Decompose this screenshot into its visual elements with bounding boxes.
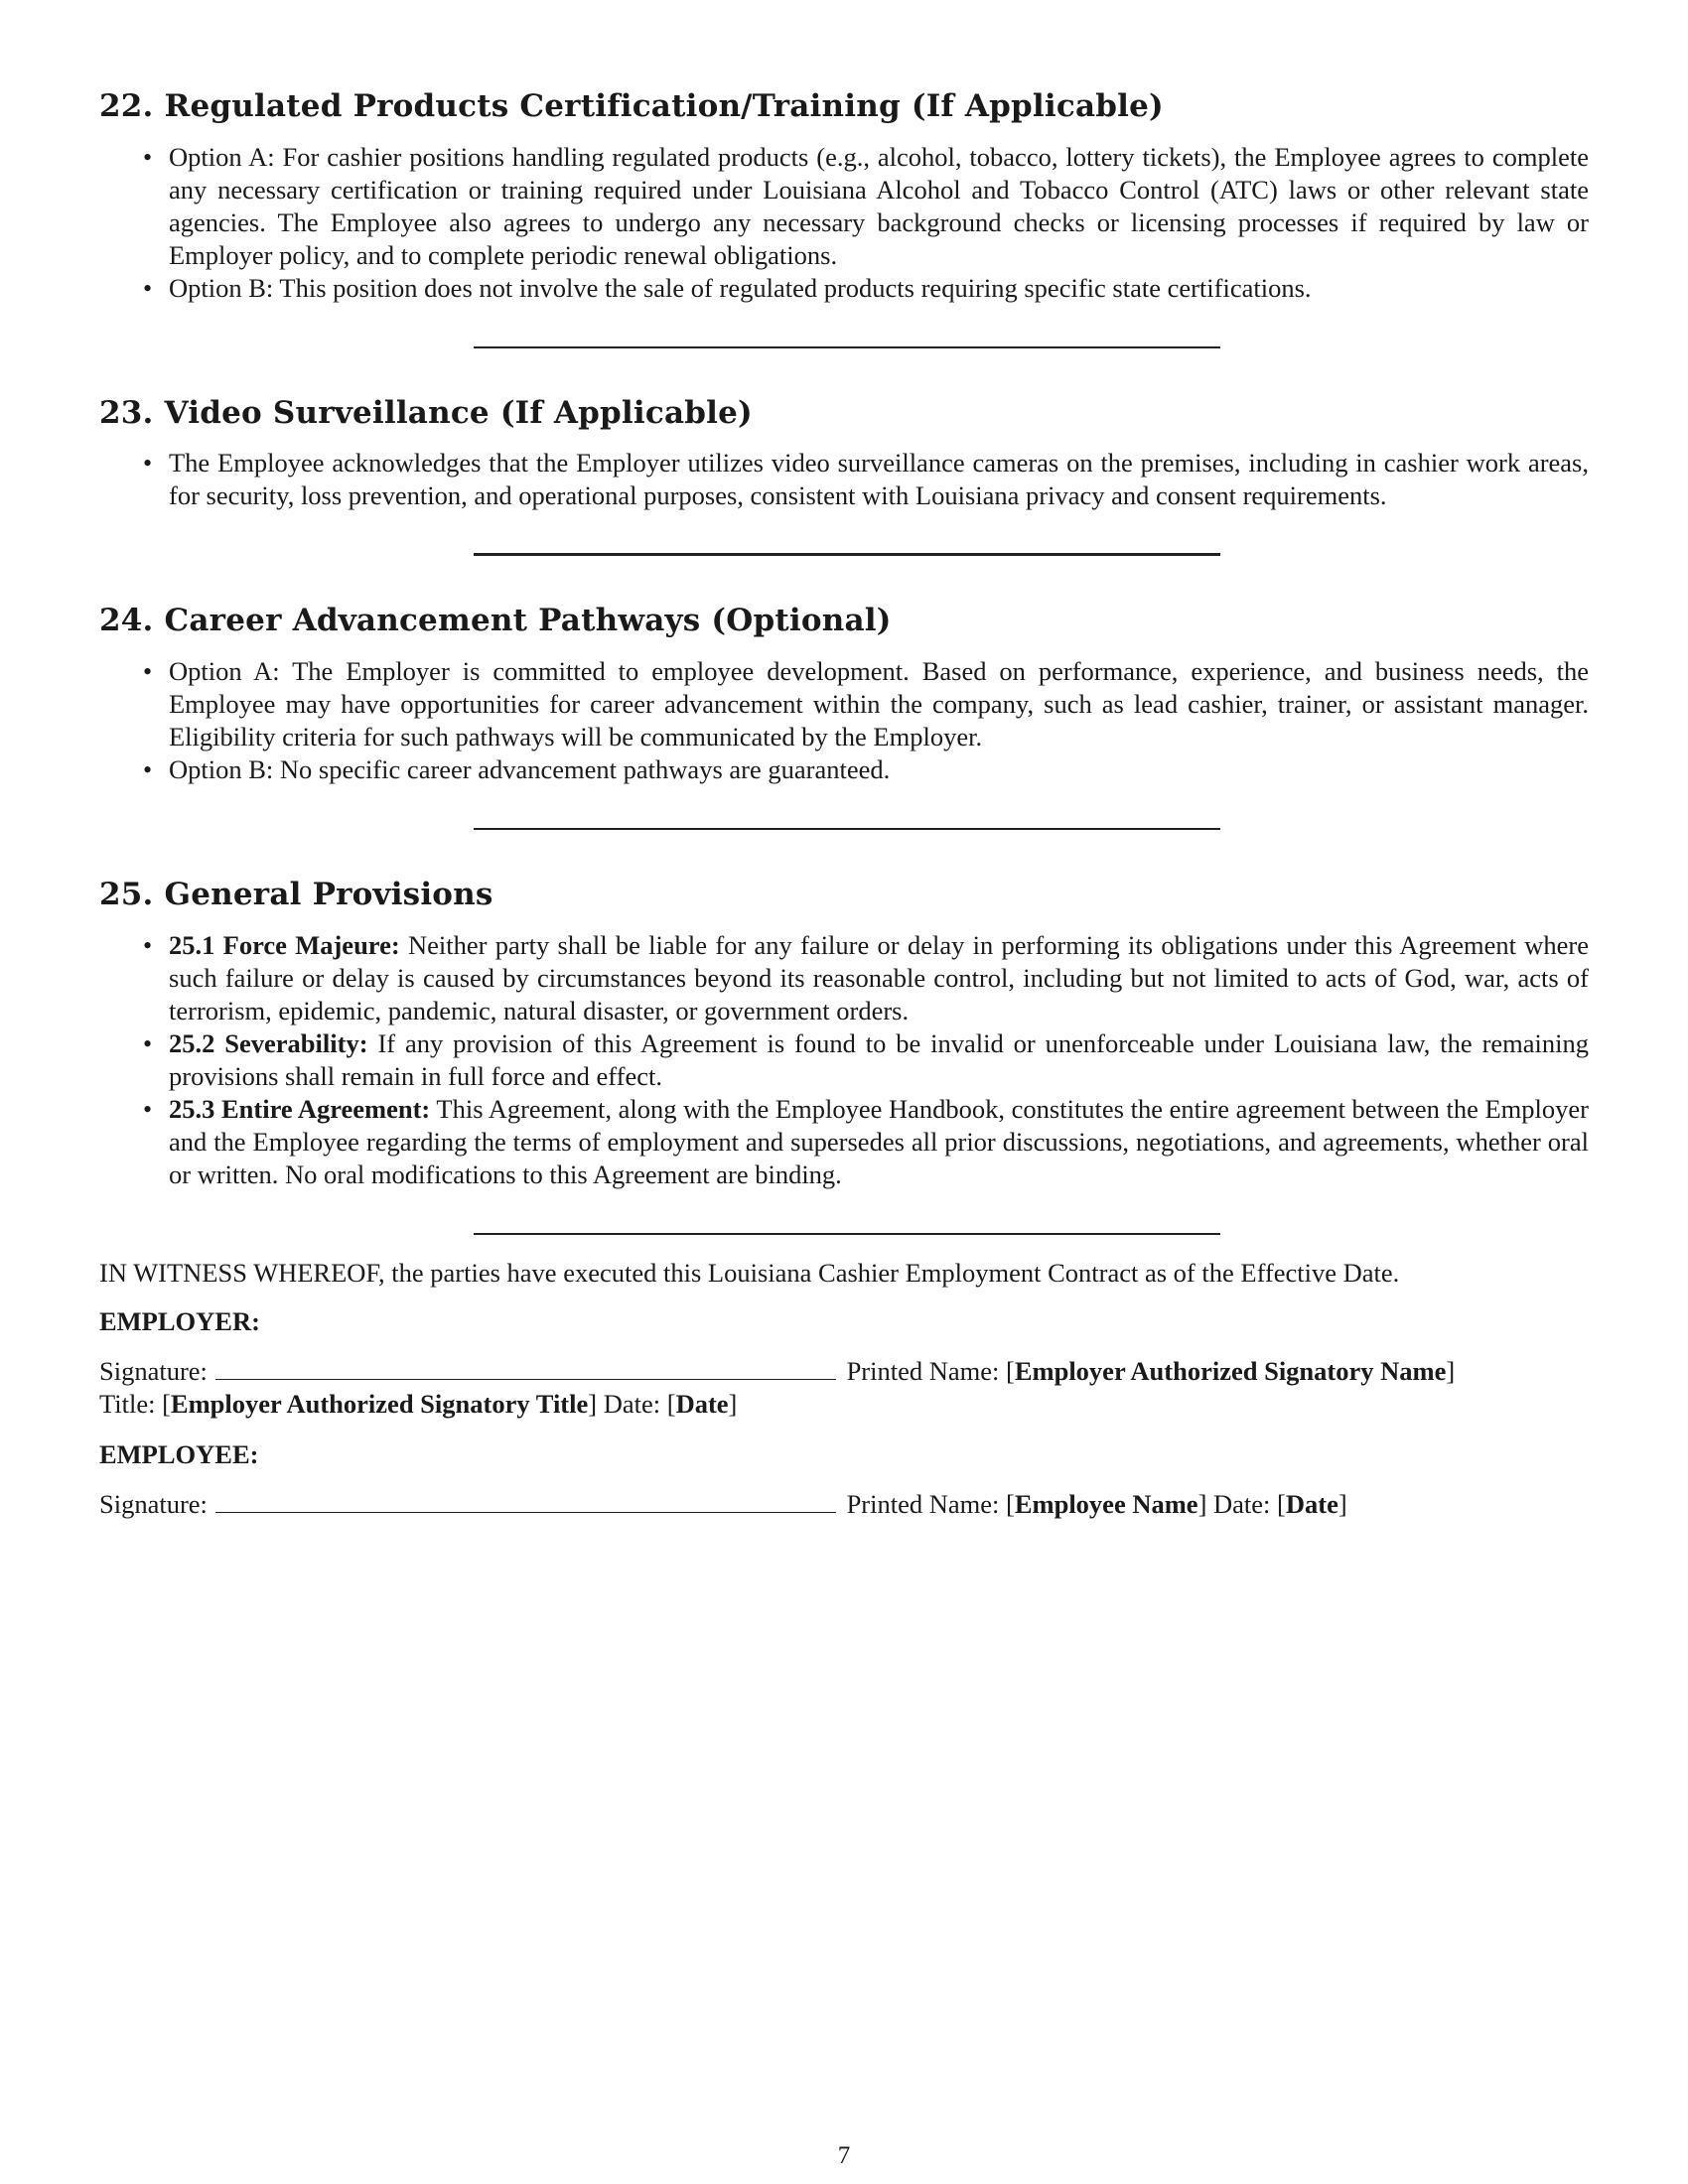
provision-text: This Agreement, along with the Employee Handbook, constitutes the entire agreement between the Employer and the Employee regarding the terms of employment and supersedes all prior discussions, negotiations, and agreements, whether oral or written. No oral modifications to this Agreement are binding. [169,1093,1589,1189]
list-item [169,929,1589,1027]
provision-text: If any provision of this Agreement is found to be invalid or unenforceable under Louisiana law, the remaining provisions shall remain in full force and effect. [169,1027,1590,1091]
employer-printed-name: Employer Authorized Signatory Name [1014,1355,1447,1386]
provision-label: 25.1 Force Majeure: [169,929,400,960]
printed-name-label: Printed Name: [846,1488,1000,1519]
employer-heading: EMPLOYER: [99,1305,260,1336]
date-label: Date: [1213,1488,1271,1519]
document-page [99,89,1589,1521]
employee-heading: EMPLOYEE: [99,1438,259,1469]
witness-clause: IN WITNESS WHEREOF, the parties have executed this Louisiana Cashier Employment Contract as of the Effective Date. [99,1257,1400,1288]
bullet-list [99,447,1589,512]
section-heading: 23. Video Surveillance (If Applicable) [99,394,753,431]
date-label: Date: [603,1388,661,1419]
section-heading: 24. Career Advancement Pathways (Optional) [99,603,892,639]
employee-signature-field[interactable] [215,1487,836,1513]
bullet-list [99,141,1589,305]
section-25 [99,878,1589,1191]
section-divider [474,1233,1220,1235]
employee-printed-name: Employee Name [1014,1488,1198,1519]
provision-text: Neither party shall be liable for any failure or delay in performing its obligations under this Agreement where such failure or delay is caused by circumstances beyond its reasonable control, including but not limited to acts of God, war, acts of terrorism, epidemic, pandemic, natural disaster, or government orders. [169,929,1590,1025]
list-item: • The Employee acknowledges that the Employer utilizes video surveillance cameras on the premises, including in cashier work areas, for security, loss prevention, and operational purposes, consistent with Louisiana privacy and consent requirements. [169,447,1589,512]
signature-label: Signature: [99,1488,208,1519]
employer-signature-field[interactable] [215,1354,836,1380]
employee-date: Date [1285,1488,1338,1519]
bullet-list [99,929,1589,1191]
employer-signature-block [99,1354,1589,1421]
employer-signature-line: Signature: Printed Name: [Employer Authorized Signatory Name] [99,1355,1456,1386]
provision-label: 25.3 Entire Agreement: [169,1093,431,1124]
section-heading: 25. General Provisions [99,876,493,912]
section-divider [474,553,1220,556]
list-item [169,1027,1589,1093]
list-item: • Option A: The Employer is committed to employee development. Based on performance, experience, and business needs, the Employee may have opportunities for career advancement within the company, such as lead cashier, trainer, or assistant manager. Eligibility criteria for such pathways will be communicated by the Employer. [169,655,1589,753]
section-divider [474,828,1220,830]
signature-label: Signature: [99,1355,208,1386]
employer-title: Employer Authorized Signatory Title [170,1388,589,1419]
printed-name-label: Printed Name: [846,1355,1000,1386]
section-23 [99,396,1589,513]
list-item: • Option B: No specific career advancement pathways are guaranteed. [169,753,1589,786]
section-22 [99,89,1589,305]
employer-title-line: Title: [Employer Authorized Signatory Title] Date: [Date] [99,1388,738,1419]
title-label: Title: [99,1388,156,1419]
provision-label: 25.2 Severability: [169,1027,368,1058]
list-item: • Option B: This position does not involve the sale of regulated products requiring specific state certifications. [169,272,1589,305]
employer-date: Date [675,1388,729,1419]
employee-signature-block: Signature: Printed Name: [Employee Name] Date: [Date] [99,1488,1347,1519]
section-24 [99,604,1589,786]
bullet-list [99,655,1589,786]
list-item: • Option A: For cashier positions handling regulated products (e.g., alcohol, tobacco, lottery tickets), the Employee agrees to complete any necessary certification or training required under Louisiana Alcohol and Tobacco Control (ATC) laws or other relevant state agencies. The Employee also agrees to undergo any necessary background checks or licensing processes if required by law or Employer policy, and to complete periodic renewal obligations. [169,141,1589,272]
section-heading: 22. Regulated Products Certification/Training (If Applicable) [99,88,1164,124]
list-item [169,1093,1589,1191]
section-divider [474,346,1220,348]
page-number: 7 [837,2142,851,2169]
